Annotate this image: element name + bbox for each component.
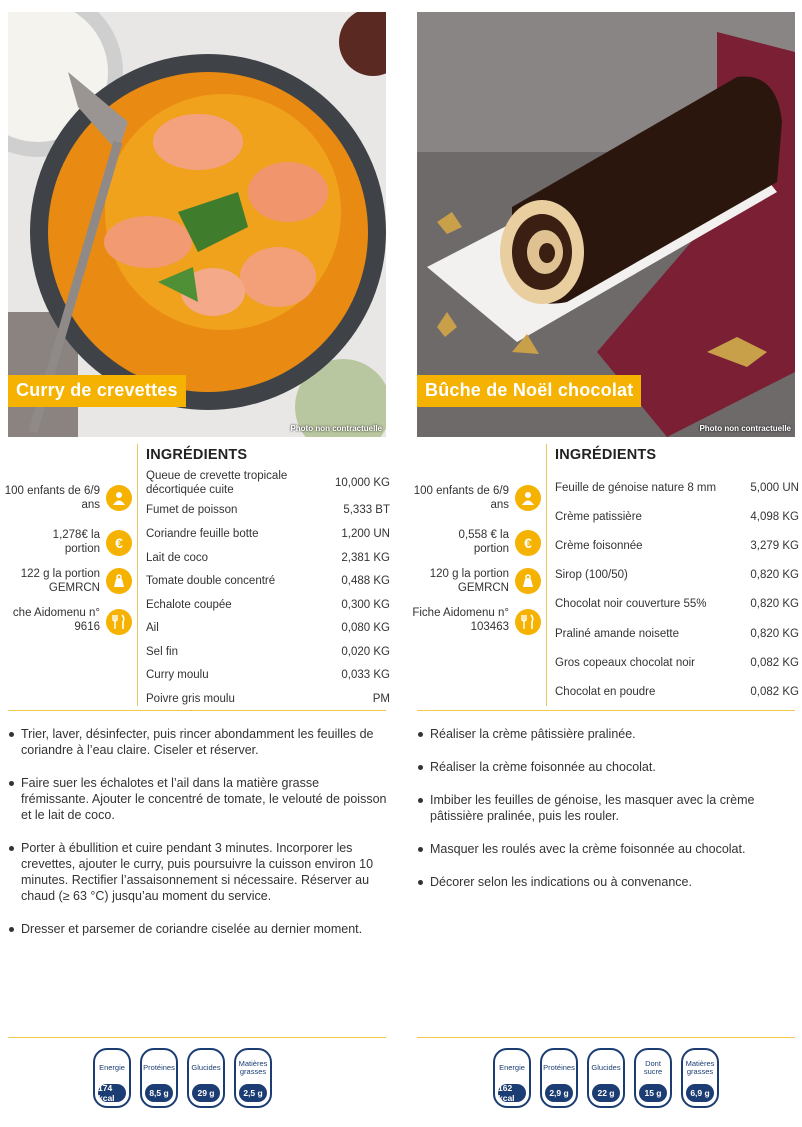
recipe-card-buche [412,0,800,1127]
divider [417,710,795,711]
euro-icon: € [106,530,132,556]
nutrition-badge-proteins: Protéines 2,9 g [540,1048,578,1108]
ingredient-row: Crème foisonnée 3,279 KG [555,539,799,552]
ingredient-row: Sirop (100/50) 0,820 KG [555,568,799,581]
step-item: Réaliser la crème pâtissière pralinée. [417,726,797,742]
ingredient-row: Curry moulu 0,033 KG [146,669,390,681]
price-info [8,498,132,555]
nutrition-badges [93,1048,272,1108]
price-text: 0,558 € la portion [458,529,509,555]
aidomenu-text: Fiche Aidomenu n° 103463 [412,607,509,633]
step-item: Masquer les roulés avec la crème foisonnée au chocolat. [417,841,797,857]
nutrition-badge-proteins: Protéines 8,5 g [140,1048,178,1108]
recipe-info-column [4,448,132,633]
nutrition-badge-carbs: Glucides 29 g [187,1048,225,1108]
ingredient-row: Ail 0,080 KG [146,622,390,634]
recipe-photo-buche [417,12,795,437]
step-item: Décorer selon les indications ou à convenance. [417,874,797,890]
nutrition-badge-energy: Energie 174 kcal [93,1048,131,1108]
recipe-card-curry [4,0,391,1127]
ingredient-row: Gros copeaux chocolat noir 0,082 KG [555,656,799,669]
ingredient-row: Chocolat noir couverture 55% 0,820 KG [555,598,799,610]
servings-text: 100 enfants de 6/9 ans [413,485,509,511]
ingredient-row: Feuille de génoise nature 8 mm 5,000 UN [555,481,799,494]
photo-disclaimer: Photo non contractuelle [699,424,791,433]
step-item: Porter à ébullition et cuire pendant 3 minutes. Incorporer les crevettes, ajouter le curry, puis poursuivre la cuisson environ 10 minutes. Rectifier l’assaisonnement si nécessaire. Réserver au chaud (≥ 63 °C) jusqu’au moment du service. [8,840,388,904]
ingredient-row: Crème patissière 4,098 KG [555,510,799,523]
ingredients-heading: INGRÉDIENTS [146,447,248,463]
ingredient-row: Sel fin 0,020 KG [146,645,390,658]
nutrition-badge-fat: Matières grasses 6,9 g [681,1048,719,1108]
cutlery-icon [515,609,541,635]
portion-info [8,542,132,594]
photo-disclaimer: Photo non contractuelle [290,424,382,433]
step-item: Faire suer les échalotes et l’ail dans la matière grasse frémissante. Ajouter le concentré de tomate, le velouté de poisson et le lait de coco. [8,775,388,823]
step-item: Réaliser la crème foisonnée au chocolat. [417,759,797,775]
preparation-steps [8,726,388,954]
divider [417,1037,795,1038]
portion-info [417,542,541,594]
nutrition-badge-sugar: Dont sucre 15 g [634,1048,672,1108]
aidomenu-text: che Aidomenu n° 9616 [12,607,100,633]
recipe-photo-curry [8,12,386,437]
step-item: Trier, laver, désinfecter, puis rincer abondamment les feuilles de coriandre à l’eau claire. Ciseler et réserver. [8,726,388,758]
preparation-steps [417,726,797,907]
ingredient-row: Praliné amande noisette 0,820 KG [555,627,799,640]
nutrition-badges [493,1048,719,1108]
divider [8,710,386,711]
aidomenu-info [8,586,132,633]
divider [8,1037,386,1038]
aidomenu-info [412,586,541,633]
euro-icon: € [515,530,541,556]
ingredient-row: Coriandre feuille botte 1,200 UN [146,528,390,540]
cutlery-icon [106,609,132,635]
ingredients-panel [137,444,390,706]
ingredient-row: Tomate double concentré 0,488 KG [146,575,390,587]
servings-info [4,448,132,511]
ingredient-row: Chocolat en poudre 0,082 KG [555,685,799,698]
step-item: Dresser et parsemer de coriandre ciselée au dernier moment. [8,921,388,937]
ingredients-table [146,468,390,710]
servings-text: 100 enfants de 6/9 ans [4,485,100,511]
portion-text: 122 g la portion GEMRCN [20,568,100,594]
ingredients-heading: INGRÉDIENTS [555,447,657,463]
nutrition-badge-energy: Energie 162 kcal [493,1048,531,1108]
ingredients-panel [546,444,797,706]
ingredients-table [555,473,799,706]
recipe-title: Bûche de Noël chocolat [417,375,641,407]
recipe-info-column [412,448,541,633]
ingredient-row: Echalote coupée 0,300 KG [146,598,390,611]
nutrition-badge-fat: Matières grasses 2,5 g [234,1048,272,1108]
step-item: Imbiber les feuilles de génoise, les masquer avec la crème pâtissière pralinée, puis les rouler. [417,792,797,824]
recipe-title: Curry de crevettes [8,375,186,407]
price-info [417,498,541,555]
price-text: 1,278€ la portion [52,529,100,555]
ingredient-row: Queue de crevette tropicale décortiquée cuite 10,000 KG [146,470,390,496]
ingredient-row: Lait de coco 2,381 KG [146,551,390,564]
portion-text: 120 g la portion GEMRCN [429,568,509,594]
ingredient-row: Fumet de poisson 5,333 BT [146,504,390,516]
ingredient-row: Poivre gris moulu PM [146,692,390,705]
servings-info [413,448,541,511]
nutrition-badge-carbs: Glucides 22 g [587,1048,625,1108]
